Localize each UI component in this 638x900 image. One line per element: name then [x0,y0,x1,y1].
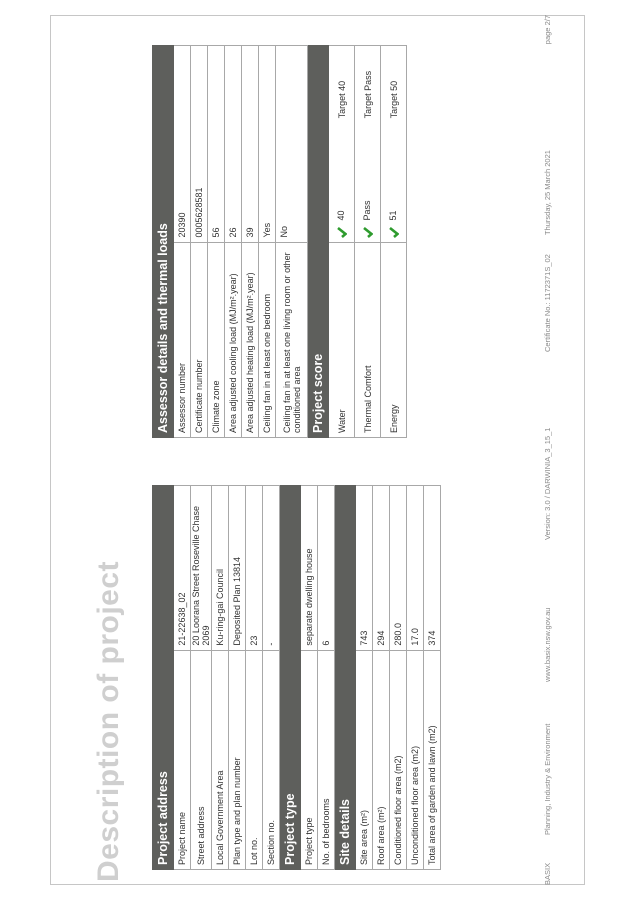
row-label: Plan type and plan number [229,650,246,869]
table-row [191,486,212,870]
row-value: 17.0 [407,486,424,651]
score-value: 51 [388,210,399,221]
row-label: Assessor number [174,242,191,437]
score-row-water [329,46,355,438]
section-heading-project-score: Project score [308,46,329,438]
score-row-thermal-comfort [355,46,381,438]
table-row [407,486,424,870]
row-label: Ceiling fan in at least one bedroom [259,242,276,437]
row-value: 26 [225,46,242,243]
table-row [225,46,242,438]
row-label: Section no. [263,650,280,869]
footer-version: Version: 3.0 / DARWINIA_3_15_1 [543,427,552,540]
row-label: Roof area (m²) [373,650,390,869]
table-row [424,486,441,870]
row-value: 280.0 [390,486,407,651]
table-row [242,46,259,438]
row-value: No [276,46,308,243]
score-label: Water [329,242,355,437]
footer-website[interactable]: www.basix.nsw.gov.au [543,607,552,682]
check-icon [337,227,347,238]
row-label: Certificate number [191,242,208,437]
row-value: Deposited Plan 13814 [229,486,246,651]
table-row [318,486,335,870]
assessor-score-table [152,45,407,438]
row-value: 374 [424,486,441,651]
score-target: Target Pass [355,46,381,123]
section-heading-project-address: Project address [153,650,174,869]
table-row [301,486,318,870]
score-value-cell [381,122,407,242]
row-label: Unconditioned floor area (m2) [407,650,424,869]
footer-certificate: Certificate No.: 1172371S_02 [543,254,552,352]
score-value: Pass [362,200,373,221]
row-label: Area adjusted cooling load (MJ/m².year) [225,242,242,437]
row-label: Project name [174,650,191,869]
row-value: 0005628581 [191,46,208,243]
score-value-cell [355,122,381,242]
table-row [212,486,229,870]
row-label: Conditioned floor area (m2) [390,650,407,869]
score-target: Target 40 [329,46,355,123]
footer-department: Planning, Industry & Environment [543,723,552,835]
score-value: 40 [336,210,347,221]
project-details-table [152,485,441,870]
section-heading-project-type: Project type [280,650,301,869]
row-value: 743 [356,486,373,651]
row-value: 23 [246,486,263,651]
row-label: Lot no. [246,650,263,869]
table-row [276,46,308,438]
row-value: 39 [242,46,259,243]
row-value: 6 [318,486,335,651]
footer-page-number: page 2/7 [543,15,552,45]
row-value: 56 [208,46,225,243]
row-label: Site area (m²) [356,650,373,869]
score-row-energy [381,46,407,438]
row-value: Yes [259,46,276,243]
score-label: Energy [381,242,407,437]
row-label: No. of bedrooms [318,650,335,869]
table-row [191,46,208,438]
page-title: Description of project [92,560,125,882]
row-value: 20390 [174,46,191,243]
section-heading-assessor: Assessor details and thermal loads [153,46,174,438]
row-value: - [263,486,280,651]
section-heading-site-details: Site details [335,650,356,869]
row-label: Ceiling fan in at least one living room or other conditioned area [276,242,308,437]
row-value: Ku-ring-gai Council [212,486,229,651]
row-label: Project type [301,650,318,869]
row-label: Climate zone [208,242,225,437]
check-icon [363,227,373,238]
row-label: Total area of garden and lawn (m2) [424,650,441,869]
score-value-cell [329,122,355,242]
table-row [174,46,191,438]
table-row [373,486,390,870]
check-icon [389,227,399,238]
row-label: Street address [191,650,212,869]
table-row [174,486,191,870]
row-value: 21-22638_02 [174,486,191,651]
footer-brand: BASIX [543,862,552,885]
score-target: Target 50 [381,46,407,123]
row-value: 20 Loorana Street Roseville Chase 2069 [191,486,212,651]
table-row [390,486,407,870]
row-label: Area adjusted heating load (MJ/m².year) [242,242,259,437]
table-row [356,486,373,870]
footer-date: Thursday, 25 March 2021 [543,150,552,235]
table-row [263,486,280,870]
table-row [259,46,276,438]
row-label: Local Government Area [212,650,229,869]
row-value: separate dwelling house [301,486,318,651]
table-row [208,46,225,438]
score-label: Thermal Comfort [355,242,381,437]
table-row [246,486,263,870]
table-row [229,486,246,870]
row-value: 294 [373,486,390,651]
